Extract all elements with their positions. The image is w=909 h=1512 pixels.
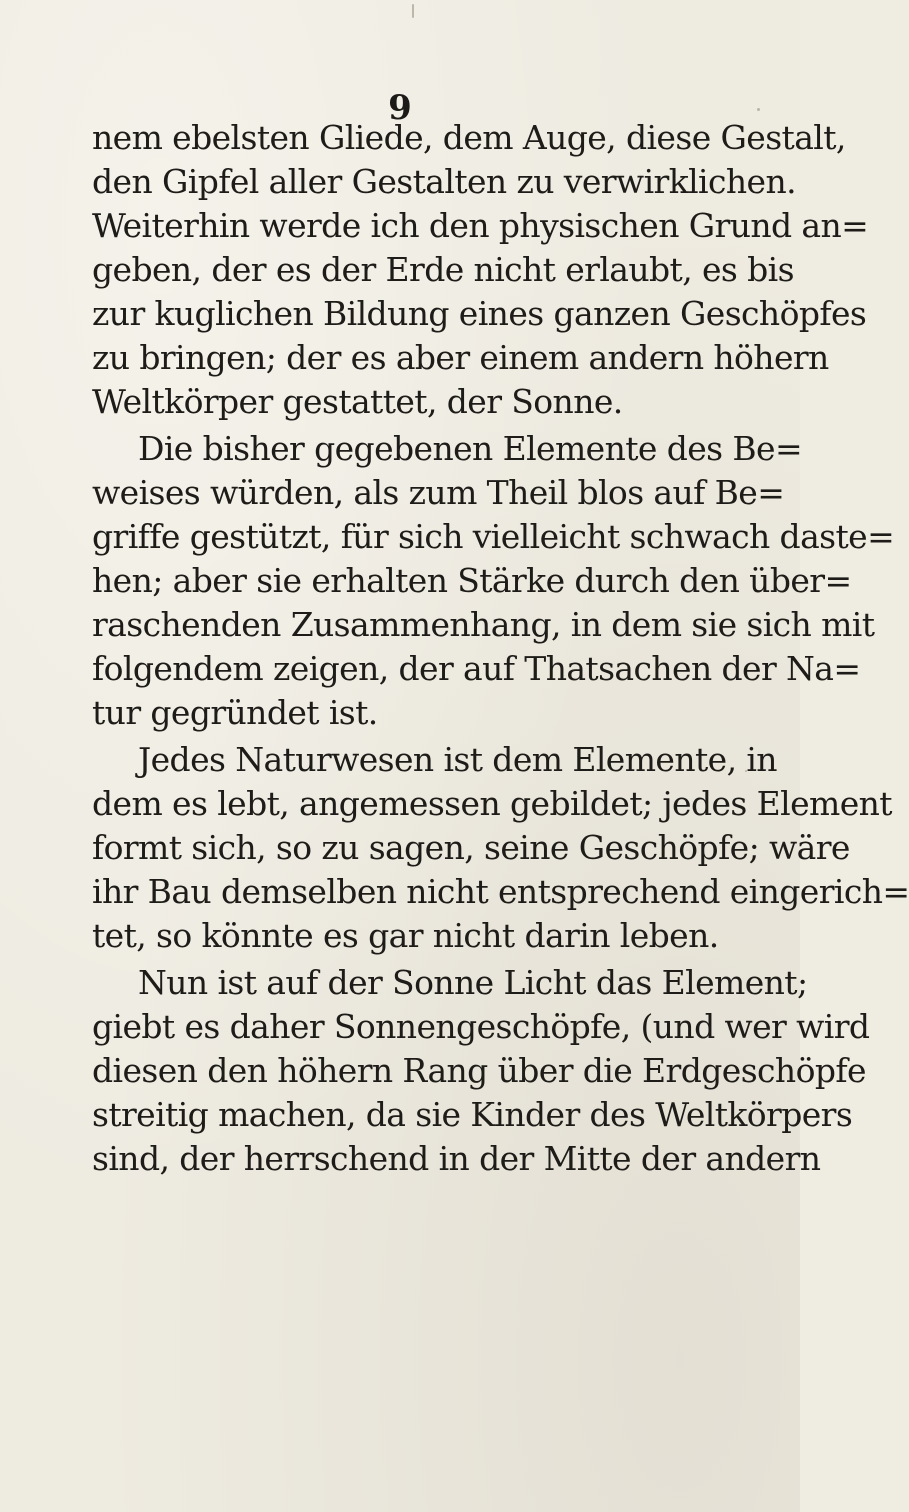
text-line: tur gegründet ist. [92, 693, 378, 732]
text-line: formt sich, so zu sagen, seine Geschöpfe; wäre [92, 828, 850, 867]
text-line: folgendem zeigen, der auf Thatsachen der Na= [92, 649, 861, 688]
text-line: nem ebelsten Gliede, dem Auge, diese Gestalt, [92, 118, 846, 157]
paper-mark [412, 4, 414, 18]
text-line: geben, der es der Erde nicht erlaubt, es bis [92, 250, 794, 289]
text-line: giebt es daher Sonnengeschöpfe, (und wer wird [92, 1007, 870, 1046]
text-line: diesen den höhern Rang über die Erdgeschöpfe [92, 1051, 866, 1090]
text-line: Weiterhin werde ich den physischen Grund an= [92, 206, 869, 245]
text-line: griffe gestützt, für sich vielleicht schwach daste= [92, 517, 895, 556]
text-line: zu bringen; der es aber einem andern höhern [92, 338, 829, 377]
text-line: dem es lebt, angemessen gebildet; jedes Element [92, 784, 892, 823]
text-line: tet, so könnte es gar nicht darin leben. [92, 916, 719, 955]
paper-speck [530, 888, 533, 891]
text-line: Nun ist auf der Sonne Licht das Element; [138, 963, 808, 1002]
text-line: den Gipfel aller Gestalten zu verwirklichen. [92, 162, 797, 201]
paper-speck [745, 770, 747, 772]
text-line: raschenden Zusammenhang, in dem sie sich mit [92, 605, 875, 644]
page-number: 9 [388, 88, 412, 128]
text-line: Jedes Naturwesen ist dem Elemente, in [138, 740, 777, 779]
text-line: Die bisher gegebenen Elemente des Be= [138, 429, 803, 468]
paper-speck [757, 108, 760, 111]
text-line: weises würden, als zum Theil blos auf Be= [92, 473, 785, 512]
text-line: zur kuglichen Bildung eines ganzen Geschöpfes [92, 294, 867, 333]
text-line: Weltkörper gestattet, der Sonne. [92, 382, 623, 421]
text-line: streitig machen, da sie Kinder des Weltkörpers [92, 1095, 853, 1134]
text-line: ihr Bau demselben nicht entsprechend eingerich= [92, 872, 909, 911]
text-line: hen; aber sie erhalten Stärke durch den über= [92, 561, 852, 600]
text-line: sind, der herrschend in der Mitte der andern [92, 1139, 821, 1178]
